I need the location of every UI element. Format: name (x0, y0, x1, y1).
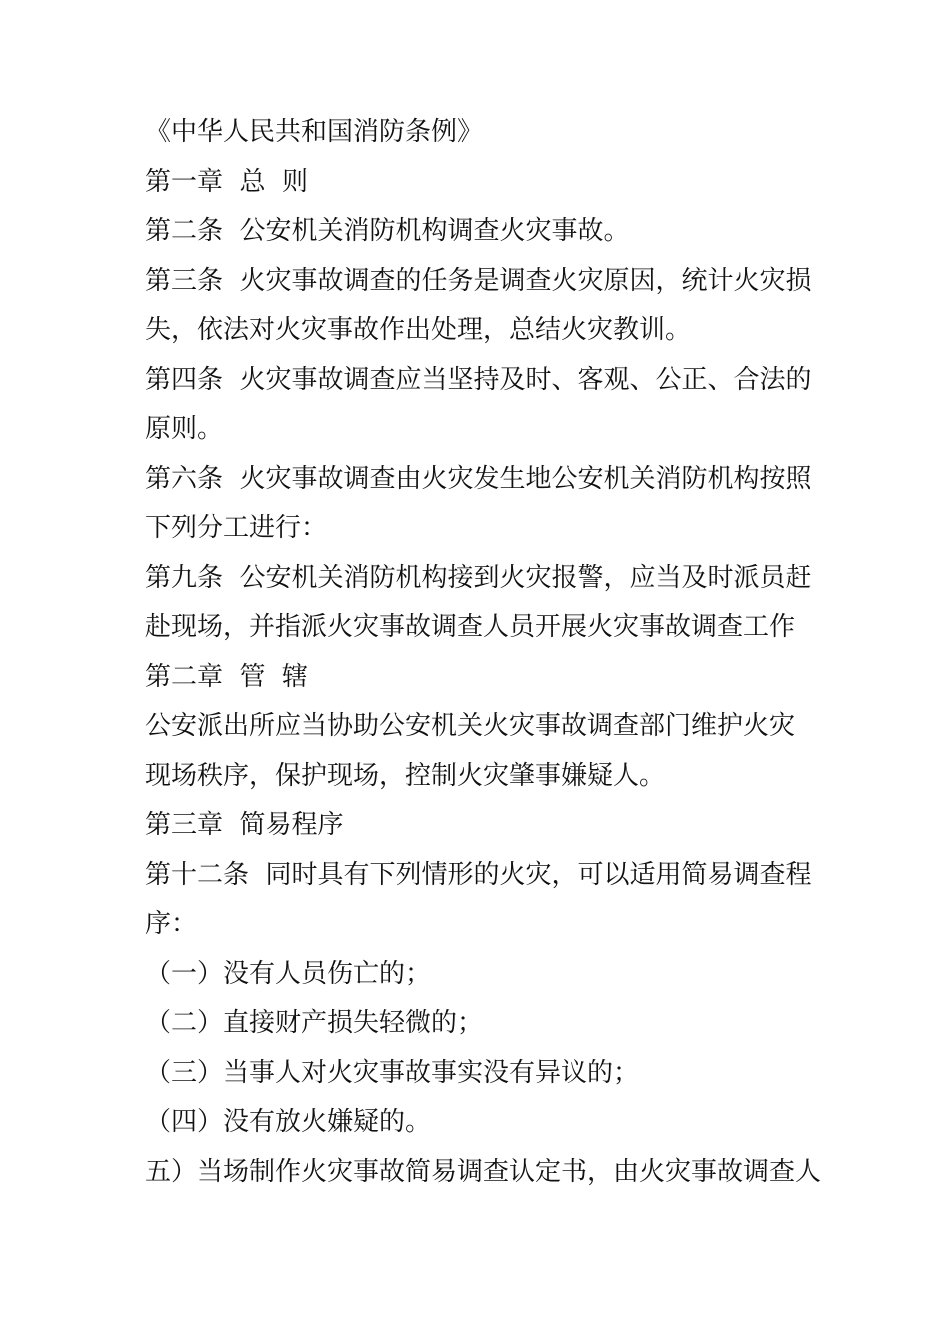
paragraph-line: 序： (145, 909, 198, 939)
paragraph-line: 赴现场，并指派火灾事故调查人员开展火灾事故调查工作 (145, 612, 796, 642)
paragraph-line: 第二条 公安机关消防机构调查火灾事故。 (145, 216, 630, 246)
list-item: （二）直接财产损失轻微的； (145, 1008, 484, 1038)
paragraph-line: 下列分工进行： (145, 513, 328, 543)
paragraph-line: 原则。 (145, 414, 224, 444)
list-item: （一）没有人员伤亡的； (145, 958, 432, 989)
paragraph-line: 第九条 公安机关消防机构接到火灾报警，应当及时派员赶 (145, 562, 812, 593)
paragraph-line: 五）当场制作火灾事故简易调查认定书，由火灾事故调查人 (145, 1156, 822, 1187)
paragraph-line: 第十二条 同时具有下列情形的火灾，可以适用简易调查程 (145, 859, 812, 890)
document-title: 《中华人民共和国消防条例》 (145, 117, 484, 147)
paragraph-line: 第六条 火灾事故调查由火灾发生地公安机关消防机构按照 (145, 463, 812, 494)
chapter-heading: 第三章 简易程序 (145, 810, 344, 840)
chapter-heading: 第一章 总 则 (145, 166, 309, 197)
list-item: （四）没有放火嫌疑的。 (145, 1107, 432, 1137)
chapter-heading: 第二章 管 辖 (145, 661, 309, 692)
document-body (145, 108, 822, 1197)
paragraph-line: 现场秩序，保护现场，控制火灾肇事嫌疑人。 (145, 760, 666, 791)
paragraph-line: 第四条 火灾事故调查应当坚持及时、客观、公正、合法的 (145, 364, 812, 395)
paragraph-line: 公安派出所应当协助公安机关火灾事故调查部门维护火灾 (145, 711, 796, 741)
paragraph-line: 失，依法对火灾事故作出处理，总结火灾教训。 (145, 315, 692, 345)
list-item: （三）当事人对火灾事故事实没有异议的； (145, 1057, 640, 1088)
paragraph-line: 第三条 火灾事故调查的任务是调查火灾原因，统计火灾损 (145, 265, 812, 296)
